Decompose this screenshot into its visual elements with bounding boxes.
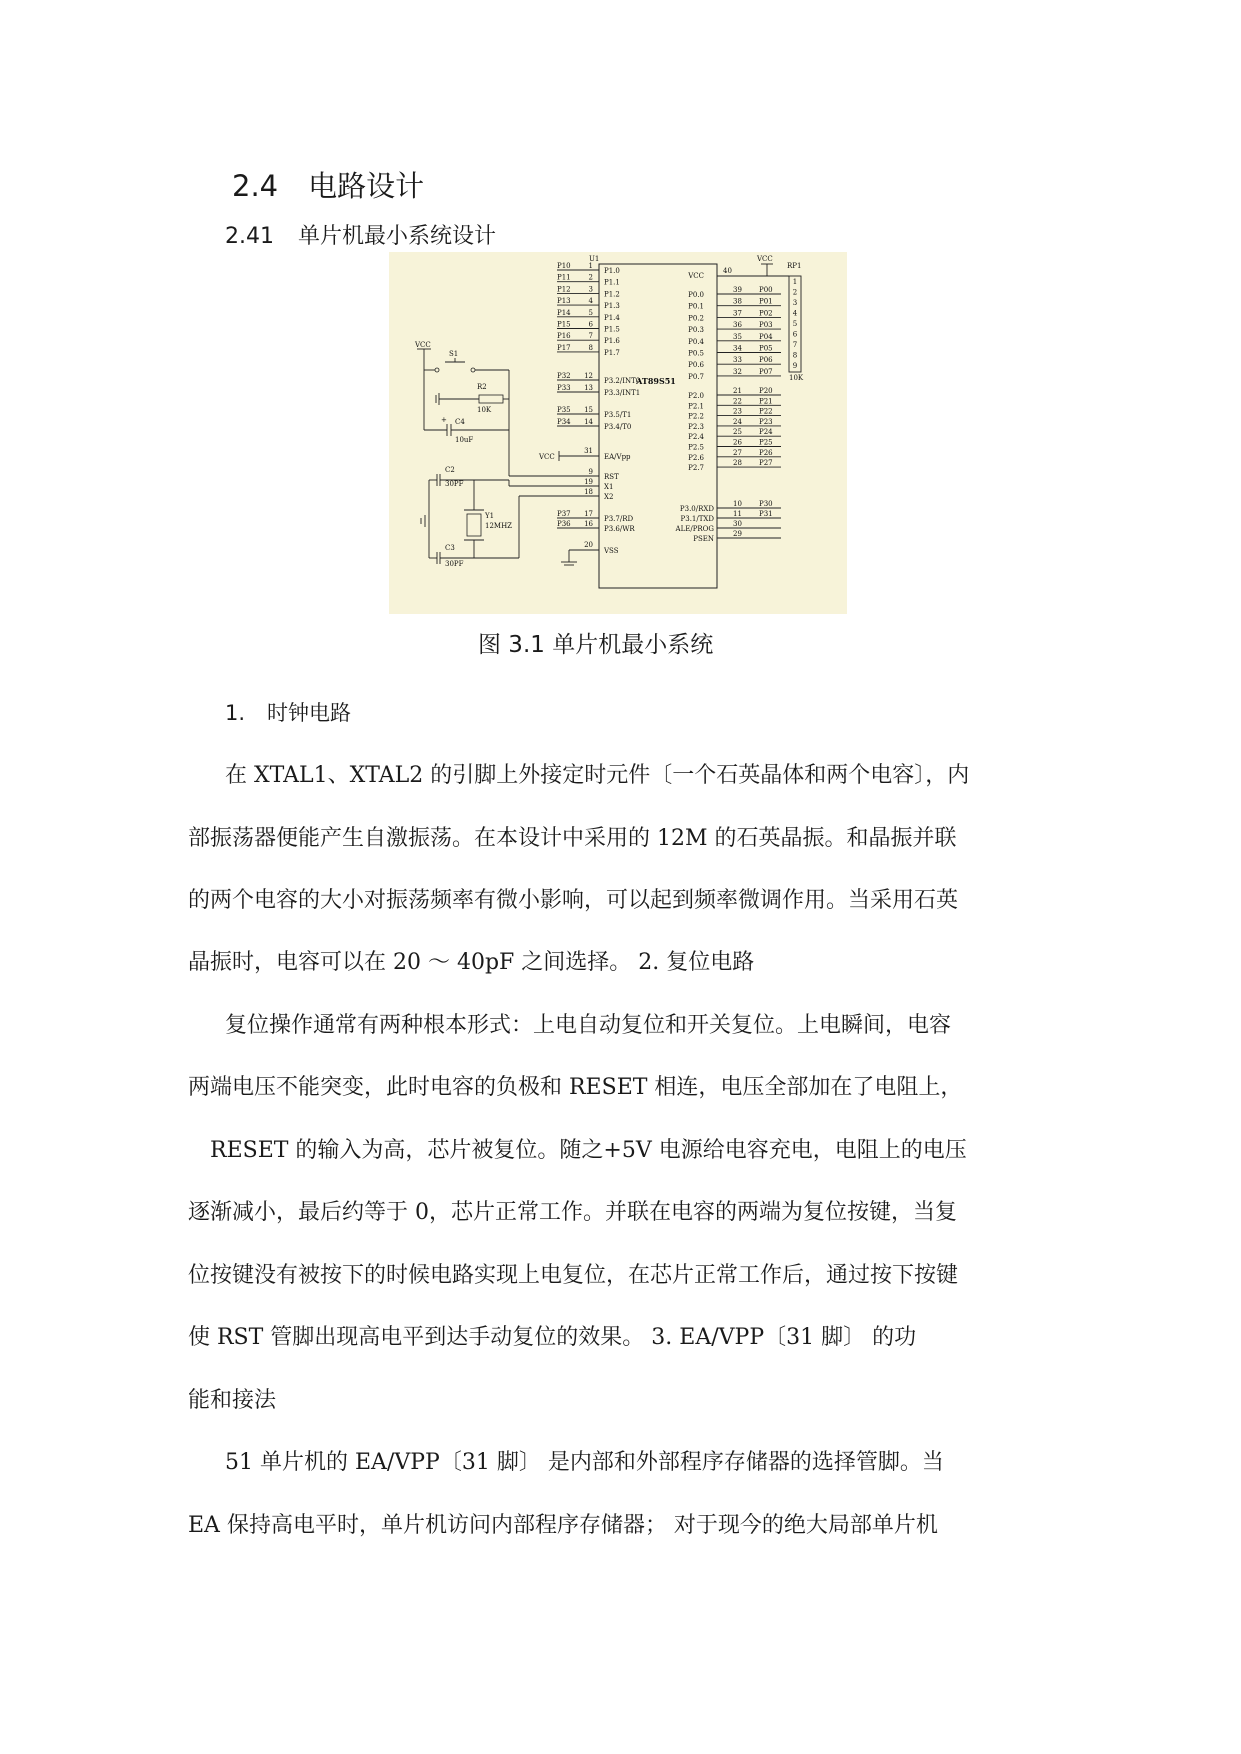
p2-pin-number: 27 [733, 448, 742, 457]
text-line: EA 保持高电平时，单片机访问内部程序存储器； 对于现今的绝大局部单片机 [188, 1513, 938, 1538]
p1-net-label: P11 [557, 273, 571, 282]
p2-pin-number: 23 [733, 407, 742, 416]
p1-inner-label: P1.4 [604, 313, 620, 322]
text-line: 在 XTAL1、XTAL2 的引脚上外接定时元件〔一个石英晶体和两个电容〕，内 [225, 763, 970, 788]
rw-pin-number: 17 [584, 510, 593, 518]
text-line: 使 RST 管脚出现高电平到达手动复位的效果。 3. EA/VPP〔31 脚〕 的功 [188, 1325, 917, 1350]
p1-pin-number: 5 [588, 308, 593, 317]
t-pin-number: 15 [584, 406, 593, 414]
clock-heading [225, 697, 351, 727]
misc-inner-label: ALE/PROG [675, 525, 714, 533]
p2-pin-number: 21 [733, 387, 742, 395]
p0-pin-number: 37 [733, 309, 742, 318]
p0-net-label: P01 [759, 297, 773, 306]
p0-inner-label: P0.6 [688, 361, 704, 370]
rp1-pin-number: 4 [792, 309, 798, 318]
p0-net-label: P04 [759, 332, 773, 341]
text-line: 51 单片机的 EA/VPP〔31 脚〕 是内部和外部程序存储器的选择管脚。当 [225, 1450, 944, 1475]
p2-net-label: P23 [759, 417, 773, 426]
text-line: 复位操作通常有两种根本形式：上电自动复位和开关复位。上电瞬间，电容 [225, 1013, 952, 1038]
t-net-label: P35 [557, 406, 571, 414]
p3-inner-label: P3.3/INT1 [604, 389, 641, 397]
p0-pin-number: 35 [733, 332, 742, 341]
p1-pin-number: 3 [588, 285, 593, 294]
p2-inner-label: P2.5 [688, 443, 704, 452]
t-inner-label: P3.5/T1 [604, 411, 632, 419]
r2-value: 10K [477, 406, 492, 414]
t-inner-label: P3.4/T0 [604, 423, 632, 431]
p1-inner-label: P1.6 [604, 337, 620, 346]
p1-net-label: P13 [557, 297, 571, 306]
p0-pin-number: 33 [733, 356, 742, 365]
misc-pin-number: 10 [733, 500, 742, 508]
rp1-pin-number: 8 [792, 351, 798, 360]
p2-net-label: P20 [759, 387, 773, 395]
p2-net-label: P27 [759, 459, 773, 468]
vcc-label-top: VCC [757, 255, 773, 263]
schematic-figure [389, 252, 847, 614]
t-pin-number: 14 [584, 418, 593, 426]
ea-vcc-label: VCC [539, 453, 555, 461]
p3-inner-label: P3.2/INT0 [604, 377, 641, 385]
subsection-number: 2.41 [225, 224, 274, 249]
p2-pin-number: 26 [733, 438, 742, 447]
p1-pin-number: 1 [588, 262, 593, 270]
rw-inner-label: P3.7/RD [604, 515, 634, 523]
rp1-pin-number: 2 [792, 288, 798, 297]
y1-label: Y1 [485, 512, 495, 520]
p2-inner-label: P2.2 [688, 412, 704, 421]
p0-pin-number: 34 [733, 344, 742, 353]
p0-inner-label: P0.7 [688, 372, 704, 381]
p3-pin-number: 13 [584, 384, 593, 392]
p2-pin-number: 22 [733, 397, 742, 406]
p1-inner-label: P1.1 [604, 278, 620, 287]
c3-label: C3 [445, 544, 455, 552]
rst-inner-label: X1 [604, 483, 614, 491]
rp1-pin-number: 9 [792, 362, 798, 370]
vcc-pin-number: 40 [723, 267, 732, 275]
rst-pin-number: 18 [584, 488, 593, 496]
p2-inner-label: P2.4 [688, 433, 704, 442]
subsection-title: 单片机最小系统设计 [297, 224, 496, 249]
p1-inner-label: P1.0 [604, 267, 620, 275]
c4-value: 10uF [455, 436, 474, 444]
schematic-svg [389, 252, 847, 614]
p0-net-label: P02 [759, 309, 773, 318]
rp1-pin-number: 5 [792, 320, 798, 328]
p1-net-label: P15 [557, 320, 571, 329]
rp1-ref: RP1 [787, 262, 802, 270]
section-number: 2.4 [232, 169, 279, 203]
s1-contact-right [471, 368, 475, 372]
p1-inner-label: P1.5 [604, 325, 620, 334]
r2-body [479, 395, 503, 403]
rst-pin-number: 9 [588, 468, 593, 476]
rw-net-label: P36 [557, 520, 571, 528]
gnd-pin-number: 20 [584, 541, 593, 549]
misc-inner-label: PSEN [693, 535, 714, 543]
misc-inner-label: P3.0/RXD [679, 505, 714, 513]
p0-inner-label: P0.3 [688, 326, 704, 335]
text-line: 的两个电容的大小对振荡频率有微小影响，可以起到频率微调作用。当采用石英 [188, 888, 959, 913]
rp1-pin-number: 6 [792, 330, 798, 339]
ea-pin-number: 31 [584, 447, 593, 455]
misc-inner-label: P3.1/TXD [680, 515, 714, 523]
figure-caption: 图 3.1 单片机最小系统 [478, 632, 714, 658]
clock-heading-number: 1. [225, 701, 246, 725]
rp1-pin-number: 3 [792, 299, 798, 307]
subsection-heading [225, 219, 496, 250]
text-line: RESET 的输入为高，芯片被复位。随之+5V 电源给电容充电，电阻上的电压 [210, 1138, 967, 1163]
p2-net-label: P26 [759, 448, 773, 457]
p2-inner-label: P2.1 [688, 402, 704, 411]
rp1-value: 10K [789, 374, 804, 382]
p2-pin-number: 24 [733, 417, 742, 426]
text-line: 能和接法 [188, 1388, 277, 1413]
misc-net-label: P30 [759, 500, 773, 508]
rst-pin-number: 19 [584, 478, 593, 486]
p2-net-label: P21 [759, 397, 773, 406]
misc-pin-number: 11 [733, 510, 742, 518]
p2-net-label: P25 [759, 438, 773, 447]
p3-net-label: P33 [557, 384, 571, 392]
text-line: 晶振时，电容可以在 20 ～ 40pF 之间选择。 2. 复位电路 [188, 950, 755, 975]
p3-pin-number: 12 [584, 372, 593, 380]
rst-inner-label: X2 [604, 493, 614, 501]
p1-net-label: P10 [557, 262, 571, 270]
s1-contact-left [435, 368, 439, 372]
p2-net-label: P22 [759, 407, 773, 416]
p1-net-label: P16 [557, 332, 571, 341]
rst-inner-label: RST [604, 473, 619, 481]
p3-net-label: P32 [557, 372, 571, 380]
c2-label: C2 [445, 466, 455, 474]
p1-pin-number: 6 [588, 320, 593, 329]
p2-pin-number: 28 [733, 459, 742, 468]
p1-pin-number: 2 [588, 273, 593, 282]
r2-label: R2 [477, 383, 487, 391]
p0-pin-number: 38 [733, 297, 742, 306]
p1-pin-number: 4 [588, 297, 593, 306]
p2-inner-label: P2.3 [688, 422, 704, 431]
p0-net-label: P07 [759, 367, 773, 376]
text-line: 部振荡器便能产生自激振荡。在本设计中采用的 12M 的石英晶振。和晶振并联 [188, 826, 957, 851]
y1-body [467, 514, 481, 536]
rw-pin-number: 16 [584, 520, 593, 528]
p2-inner-label: P2.0 [688, 392, 704, 400]
p0-pin-number: 36 [733, 321, 742, 330]
p1-inner-label: P1.7 [604, 348, 620, 357]
p1-inner-label: P1.2 [604, 290, 620, 299]
c3-value: 30PF [445, 560, 464, 568]
misc-pin-number: 30 [733, 520, 742, 528]
reset-vcc-label: VCC [415, 341, 431, 349]
p0-net-label: P05 [759, 344, 773, 353]
p1-net-label: P12 [557, 285, 571, 294]
misc-pin-number: 29 [733, 530, 742, 538]
misc-net-label: P31 [759, 510, 773, 518]
text-line: 两端电压不能突变，此时电容的负极和 RESET 相连，电压全部加在了电阻上， [188, 1075, 963, 1100]
p1-pin-number: 7 [588, 332, 593, 341]
p1-pin-number: 8 [588, 343, 593, 352]
p0-inner-label: P0.5 [688, 349, 704, 358]
section-title: 电路设计 [308, 169, 425, 203]
p1-inner-label: P1.3 [604, 302, 620, 311]
p2-inner-label: P2.7 [688, 464, 704, 473]
p1-net-label: P17 [557, 343, 571, 352]
p1-net-label: P14 [557, 308, 571, 317]
rw-net-label: P37 [557, 510, 571, 518]
text-line: 位按键没有被按下的时候电路实现上电复位，在芯片正常工作后，通过按下按键 [188, 1263, 959, 1288]
ea-inner-label: EA/Vpp [604, 453, 631, 461]
p2-inner-label: P2.6 [688, 453, 704, 462]
p0-inner-label: P0.0 [688, 291, 704, 299]
p2-pin-number: 25 [733, 428, 742, 437]
p0-inner-label: P0.1 [688, 302, 704, 311]
clock-heading-title: 时钟电路 [267, 701, 352, 725]
c2-value: 30PF [445, 480, 464, 488]
text-line: 逐渐减小，最后约等于 0，芯片正常工作。并联在电容的两端为复位按键，当复 [188, 1200, 957, 1225]
p0-pin-number: 32 [733, 367, 742, 376]
rp1-pin-number: 1 [792, 278, 798, 286]
p2-net-label: P24 [759, 428, 773, 437]
p0-net-label: P00 [759, 286, 773, 294]
c4-label: C4 [455, 418, 465, 426]
c4-plus: + [441, 416, 447, 424]
t-net-label: P34 [557, 418, 571, 426]
gnd-inner-label: VSS [604, 547, 619, 555]
p0-net-label: P03 [759, 321, 773, 330]
vcc-pin-inner: VCC [688, 272, 704, 280]
chip-ref: U1 [589, 255, 600, 263]
y1-value: 12MHZ [485, 522, 513, 530]
rw-inner-label: P3.6/WR [604, 525, 635, 533]
section-heading [232, 164, 424, 205]
s1-label: S1 [449, 350, 459, 358]
p0-inner-label: P0.4 [688, 337, 704, 346]
p0-inner-label: P0.2 [688, 314, 704, 323]
chip-name: AT89S51 [636, 376, 676, 386]
p0-pin-number: 39 [733, 286, 742, 294]
p0-net-label: P06 [759, 356, 773, 365]
rp1-pin-number: 7 [792, 341, 798, 349]
